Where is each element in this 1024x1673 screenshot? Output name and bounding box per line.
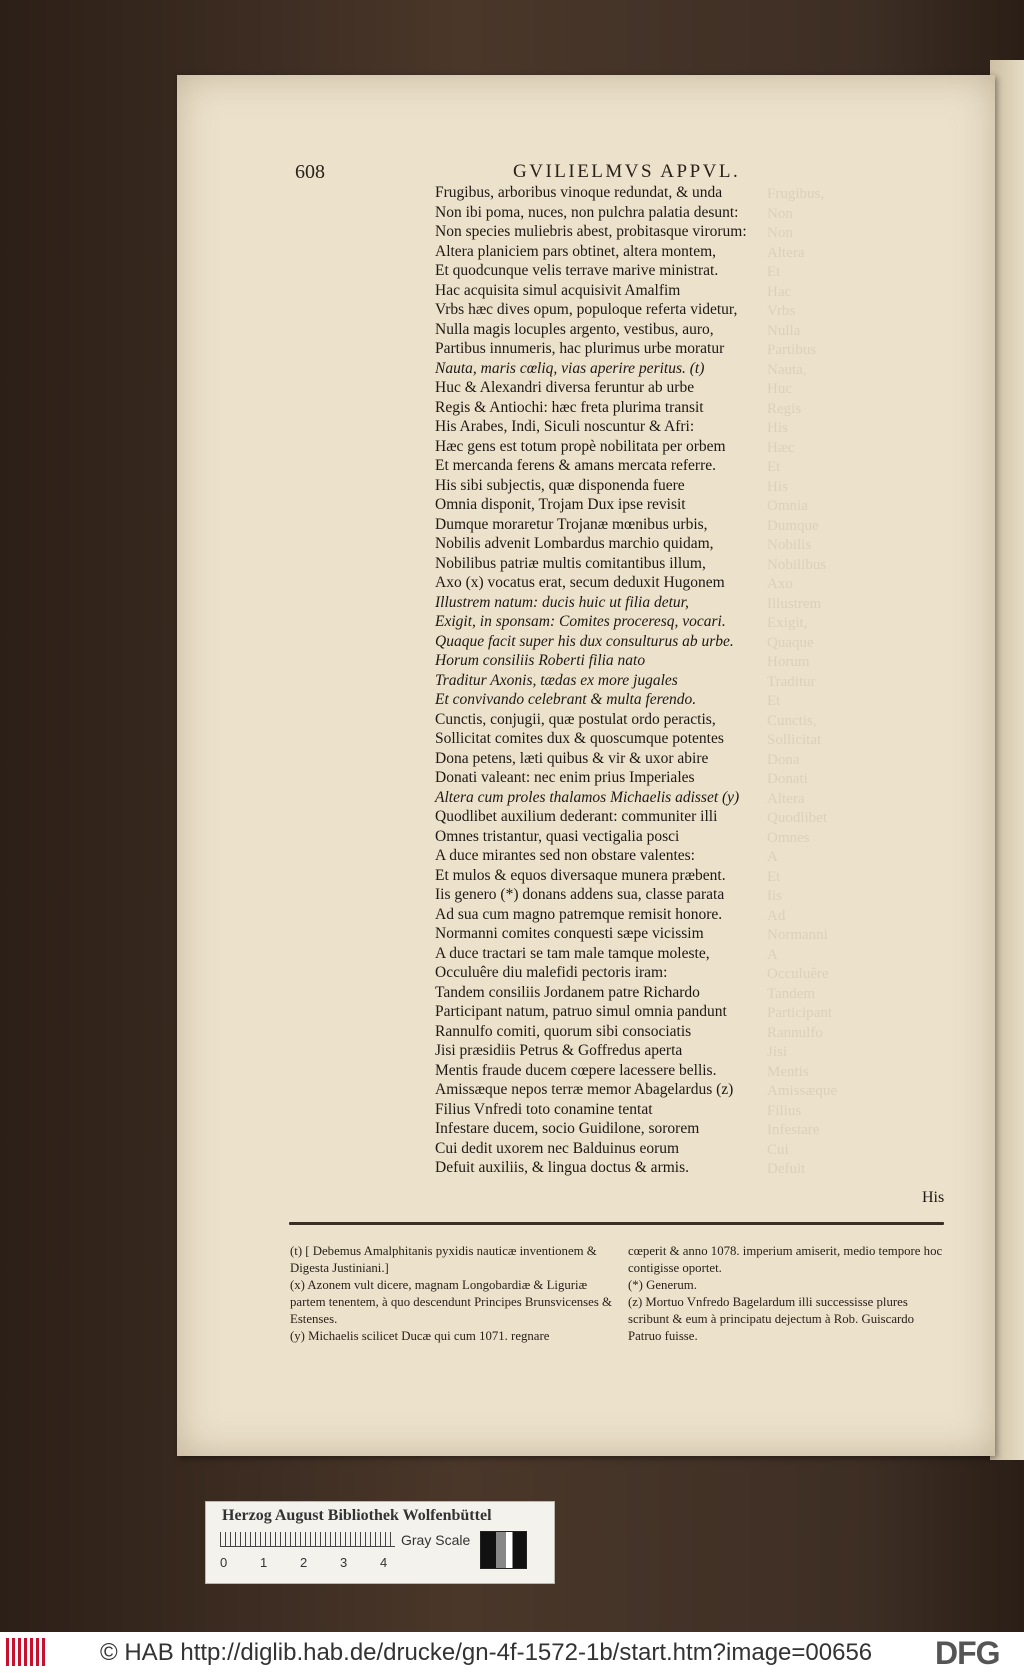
footnote-label: (*)	[628, 1278, 643, 1292]
ruler-number: 0	[220, 1555, 228, 1570]
verse-line: Occuluêre diu malefidi pectoris iram:	[435, 964, 668, 981]
verse-line: Dumque moraretur Trojanæ mœnibus urbis,	[435, 515, 708, 533]
verse-line: His sibi subjectis, quæ disponenda fuere	[435, 476, 685, 494]
verse-line: Vrbs hæc dives opum, populoque referta videtur,	[435, 301, 738, 318]
running-head: GVILIELMVS APPVL.	[513, 161, 741, 182]
footnote	[628, 1243, 946, 1277]
footnote	[290, 1328, 615, 1345]
footnote-rule	[289, 1222, 944, 1225]
footnote-text: Michaelis scilicet Ducæ qui cum 1071. regnare	[308, 1329, 550, 1343]
catchword: His	[922, 1189, 945, 1206]
verse-line: Infestare ducem, socio Guidilone, sororem	[435, 1120, 700, 1137]
library-name: Herzog August Bibliothek Wolfenbüttel	[222, 1507, 492, 1524]
verse-line: Cui dedit uxorem nec Balduinus eorum	[435, 1139, 680, 1157]
verse-line: A duce tractari se tam male tamque moleste,	[435, 944, 710, 962]
footnote-label: (y)	[290, 1329, 305, 1343]
footnote-text: Azonem vult dicere, magnam Longobardiæ & Liguriæ partem tenentem, à quo descendunt Principes Brunsvicenses & Estenses.	[290, 1278, 612, 1326]
footnote	[290, 1277, 615, 1328]
verse-text	[435, 183, 835, 1178]
ruler-scale	[220, 1532, 395, 1547]
verse-line: Huc & Alexandri diversa feruntur ab urbe	[435, 379, 695, 396]
dfg-logo: DFG	[935, 1635, 1000, 1671]
footnote-text: [ Debemus Amalphitanis pyxidis nauticæ inventionem & Digesta Justiniani.]	[290, 1244, 597, 1275]
verse-line: Amissæque nepos terræ memor Abagelardus (z)	[435, 1081, 734, 1098]
verse-line: Illustrem natum: ducis huic ut filia detur,	[435, 593, 689, 611]
verse-line: Jisi præsidiis Petrus & Goffredus aperta	[435, 1042, 683, 1059]
verse-line: Horum consiliis Roberti filia nato	[435, 652, 646, 669]
footnote-label: (x)	[290, 1278, 305, 1292]
ruler-number: 4	[380, 1555, 388, 1570]
footer-url[interactable]: © HAB http://diglib.hab.de/drucke/gn-4f-1572-1b/start.htm?image=00656	[100, 1639, 873, 1666]
show-through-text: Frugibus, Non Non Altera Et Hac Vrbs Nulla Partibus Nauta, Huc Regis His Hæc Et His Omnia Dumque Nobilis Nobilibus Axo Illustrem Exigit, Quaque Horum Traditur Et Cunctis, Sollicitat Dona Donati Altera Quodlibet Omnes A Et Iis Ad Normanni A Occuluêre Tandem Participant Rannulfo Jisi Mentis Amissæque Filius Infestare Cui Defuit	[767, 186, 838, 1177]
footnote-label: (t)	[290, 1244, 303, 1258]
footnote-text: cœperit & anno 1078. imperium amiserit, medio tempore hoc contigisse oportet.	[628, 1244, 943, 1275]
gray-scale-label: Gray Scale	[401, 1532, 471, 1548]
verse-line: Participant natum, patruo simul omnia pandunt	[435, 1003, 727, 1020]
ruler-number: 3	[340, 1555, 348, 1570]
verse-line: Dona petens, læti quibus & vir & uxor abire	[435, 749, 709, 767]
footnote-text: Mortuo Vnfredo Bagelardum illi successisse plures scribunt & eum à principatu dejectum à Rob. Guiscardo Patruo fuisse.	[628, 1295, 915, 1343]
verse-line: Omnes tristantur, quasi vectigalia posci	[435, 827, 680, 845]
verse-line: Ad sua cum magno patremque remisit honore.	[435, 905, 723, 923]
footnote	[628, 1294, 946, 1345]
verse-line: Non ibi poma, nuces, non pulchra palatia desunt:	[435, 203, 739, 221]
verse-line: Defuit auxiliis, & lingua doctus & armis.	[435, 1159, 689, 1176]
page-number: 608	[295, 161, 325, 183]
verse-line: Nobilibus patriæ multis comitantibus illum,	[435, 554, 706, 572]
footnote-label: (z)	[628, 1295, 643, 1309]
ruler-number: 2	[300, 1555, 308, 1570]
library-color-target	[205, 1501, 555, 1584]
verse-line: Cunctis, conjugii, quæ postulat ordo peractis,	[435, 710, 716, 728]
verse-line: Axo (x) vocatus erat, secum deduxit Hugonem	[435, 574, 725, 591]
verse-line: Mentis fraude ducem cœpere lacessere bellis.	[435, 1061, 717, 1079]
book-page	[177, 75, 995, 1456]
verse-line: Donati valeant: nec enim prius Imperiales	[435, 769, 695, 786]
footnotes-right-column	[628, 1243, 946, 1345]
verse-line: Et mercanda ferens & amans mercata referre.	[435, 457, 716, 474]
verse-line: Et convivando celebrant & multa ferendo.	[435, 691, 697, 708]
gray-scale-swatch	[480, 1531, 527, 1569]
footnote-text: Generum.	[646, 1278, 697, 1292]
facing-page-edge	[990, 60, 1024, 1460]
verse-line: Omnia disponit, Trojam Dux ipse revisit	[435, 496, 686, 513]
verse-line: A duce mirantes sed non obstare valentes:	[435, 847, 695, 864]
verse-line: Quaque facit super his dux consulturus ab urbe.	[435, 632, 734, 650]
verse-line: Regis & Antiochi: hæc freta plurima transit	[435, 398, 704, 416]
footnote	[628, 1277, 946, 1294]
verse-line: Exigit, in sponsam: Comites proceresq, vocari.	[435, 613, 726, 630]
verse-line: Tandem consiliis Jordanem patre Richardo	[435, 983, 700, 1001]
verse-line: Et quodcunque velis terrave marive ministrat.	[435, 262, 719, 279]
footnote	[290, 1243, 615, 1277]
verse-line: Nauta, maris cœliq, vias aperire peritus. (t)	[435, 359, 705, 377]
verse-line: Quodlibet auxilium dederant: communiter illi	[435, 808, 718, 825]
ruler-number: 1	[260, 1555, 268, 1570]
verse-line: Sollicitat comites dux & quoscumque potentes	[435, 730, 724, 747]
verse-line: Partibus innumeris, hac plurimus urbe moratur	[435, 340, 725, 357]
verse-line: Hac acquisita simul acquisivit Amalfim	[435, 281, 681, 299]
verse-line: Traditur Axonis, tædas ex more jugales	[435, 671, 678, 689]
verse-line: Filius Vnfredi toto conamine tentat	[435, 1100, 653, 1118]
verse-line: Non species muliebris abest, probitasque virorum:	[435, 223, 747, 240]
verse-line: Et mulos & equos diversaque munera præbent.	[435, 866, 726, 884]
footnotes-left-column	[290, 1243, 615, 1345]
verse-line: Hæc gens est totum propè nobilitata per orbem	[435, 437, 726, 455]
verse-line: Altera cum proles thalamos Michaelis adisset (y)	[435, 788, 740, 806]
verse-line: His Arabes, Indi, Siculi noscuntur & Afri:	[435, 418, 695, 435]
verse-line: Frugibus, arboribus vinoque redundat, & unda	[435, 184, 723, 201]
verse-line: Altera planiciem pars obtinet, altera montem,	[435, 242, 717, 260]
verse-line: Rannulfo comiti, quorum sibi consociatis	[435, 1022, 692, 1040]
verse-line: Normanni comites conquesti sæpe vicissim	[435, 925, 704, 942]
verse-line: Nobilis advenit Lombardus marchio quidam,	[435, 535, 714, 552]
verse-line: Iis genero (*) donans addens sua, classe parata	[435, 886, 725, 903]
footer-bar	[0, 1632, 1024, 1673]
verse-line: Nulla magis locuples argento, vestibus, auro,	[435, 320, 714, 338]
hab-logo-icon	[6, 1638, 46, 1666]
